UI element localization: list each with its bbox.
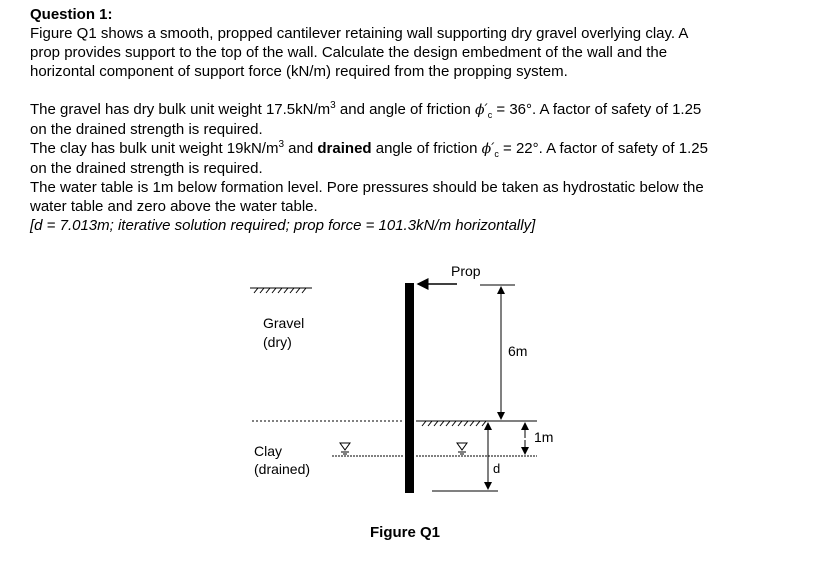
- dim-6m-label: 6m: [508, 343, 528, 359]
- clay-line-2: on the drained strength is required.: [30, 160, 263, 177]
- gravel-line-2: on the drained strength is required.: [30, 121, 263, 138]
- clay-label: Clay: [254, 443, 283, 459]
- retaining-wall: [405, 283, 414, 493]
- clay-sublabel: (drained): [254, 461, 311, 477]
- water-line-2: water table and zero above the water table.: [30, 198, 318, 215]
- question-title: Question 1:: [30, 6, 113, 23]
- dim-1m-label: 1m: [534, 429, 554, 445]
- intro-line-2: prop provides support to the top of the wall. Calculate the design embedment of the wall and the: [30, 44, 668, 61]
- gravel-label: Gravel: [263, 315, 305, 331]
- intro-line-3: horizontal component of support force (kN/m) required from the propping system.: [30, 63, 568, 80]
- gravel-sublabel: (dry): [263, 334, 292, 350]
- prop-label: Prop: [451, 263, 481, 279]
- water-line-1: The water table is 1m below formation level. Pore pressures should be taken as hydrostatic below the: [30, 179, 704, 196]
- water-table-symbol-icon: [340, 443, 350, 454]
- gravel-line-1: The gravel has dry bulk unit weight $17.5kN/m^3$ and angle of friction $\phi'_c = 36^\circ$. A factor of safety of 1.25: [30, 100, 702, 120]
- answer-line: [d = 7.013m; iterative solution required; prop force = 101.3kN/m horizontally]: [30, 217, 536, 234]
- dim-d-label: d: [493, 461, 501, 476]
- excavation-surface: [416, 421, 537, 426]
- ground-surface: [250, 288, 312, 293]
- water-table-symbol-icon: [457, 443, 467, 454]
- intro-line-1: Figure Q1 shows a smooth, propped cantilever retaining wall supporting dry gravel overlying clay. A: [30, 25, 689, 42]
- clay-line-1: The clay has bulk unit weight $19kN/m^3$ and drained angle of friction $\phi'_c = 22^\circ$. A factor of safety of 1.25: [30, 139, 708, 159]
- figure-caption: Figure Q1: [370, 524, 441, 541]
